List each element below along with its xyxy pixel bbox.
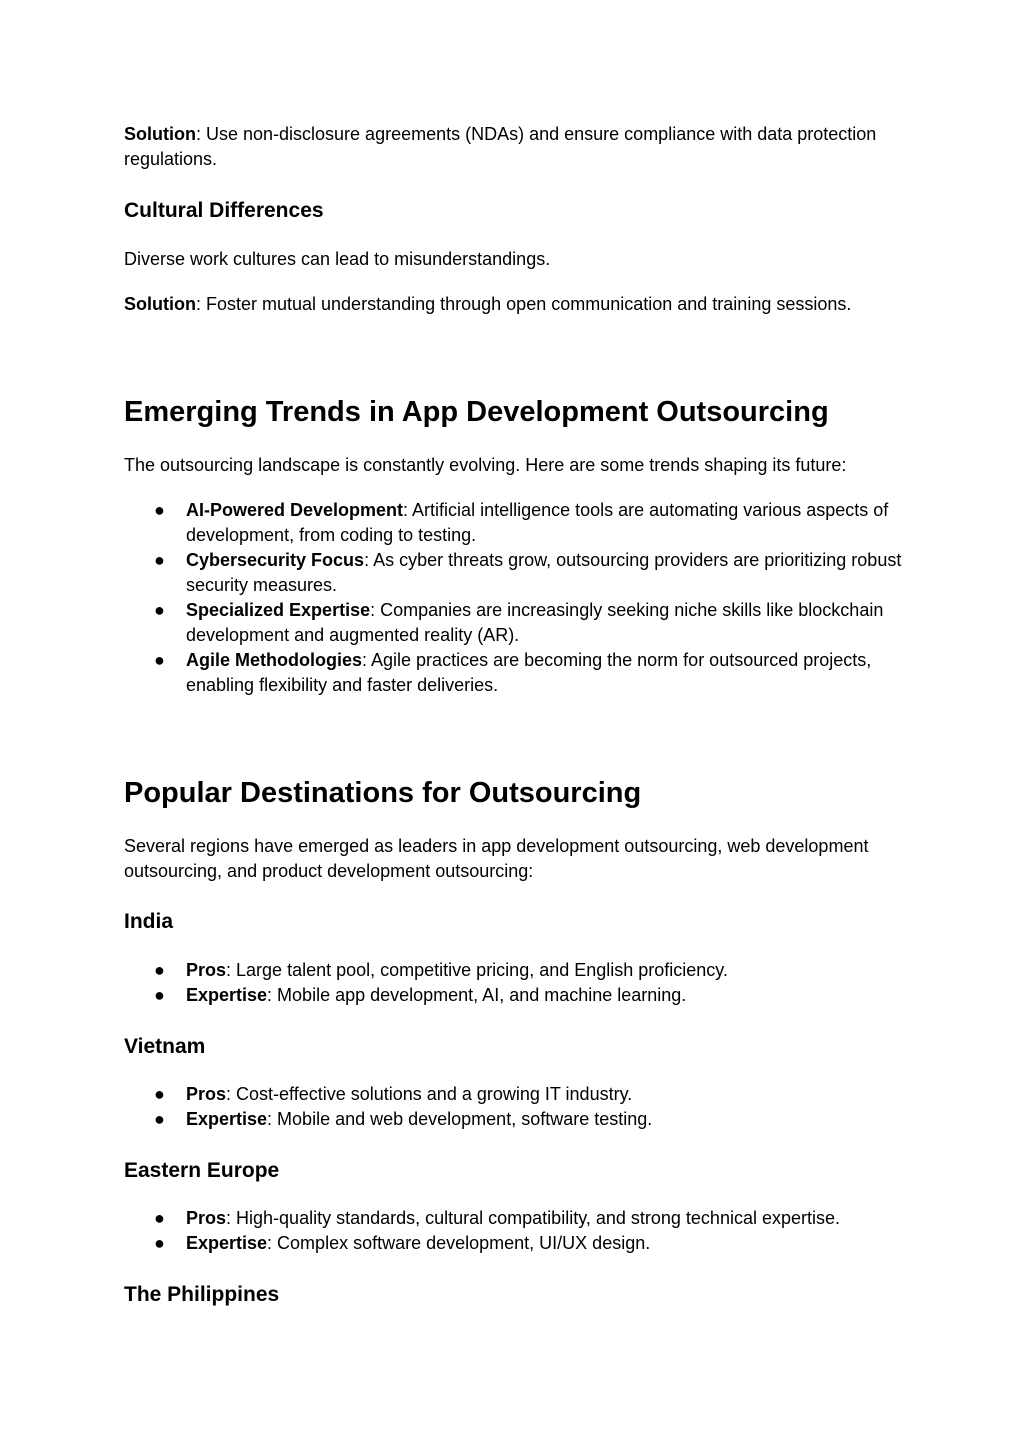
- item-label: Expertise: [186, 985, 268, 1005]
- item-text: : Complex software development, UI/UX design.: [267, 1233, 651, 1253]
- item-text: : Artificial intelligence tools are automating various aspects of development, from coding to testing.: [186, 500, 889, 545]
- item-label: Pros: [186, 1208, 227, 1228]
- item-label: Cybersecurity Focus: [186, 550, 365, 570]
- item-text: : Mobile app development, AI, and machine learning.: [267, 985, 687, 1005]
- list-item: [124, 648, 904, 698]
- cultural-solution-paragraph: [124, 292, 904, 317]
- item-text: : Mobile and web development, software testing.: [267, 1109, 653, 1129]
- cultural-differences-heading: Cultural Differences: [124, 199, 324, 222]
- item-label: AI-Powered Development: [186, 500, 404, 520]
- item-text: : High-quality standards, cultural compatibility, and strong technical expertise.: [226, 1208, 840, 1228]
- solution-label: Solution: [124, 124, 196, 144]
- trends-heading: Emerging Trends in App Development Outsourcing: [124, 396, 829, 428]
- region-heading-philippines: The Philippines: [124, 1283, 280, 1306]
- item-label: Expertise: [186, 1109, 268, 1129]
- list-item: [124, 983, 904, 1008]
- item-text: : Companies are increasingly seeking niche skills like blockchain development and augmented reality (AR).: [186, 600, 884, 645]
- security-solution-paragraph: [124, 122, 904, 172]
- item-label: Pros: [186, 960, 227, 980]
- list-item: [124, 548, 904, 598]
- region-heading-eastern-europe: Eastern Europe: [124, 1159, 280, 1182]
- bullet-icon: ●: [154, 600, 165, 620]
- list-item: [124, 1107, 904, 1132]
- list-item: [124, 958, 904, 983]
- solution-text: : Foster mutual understanding through open communication and training sessions.: [195, 294, 852, 314]
- destinations-heading: Popular Destinations for Outsourcing: [124, 777, 642, 809]
- item-text: : As cyber threats grow, outsourcing providers are prioritizing robust security measures.: [186, 550, 902, 595]
- list-item: [124, 1231, 904, 1256]
- bullet-icon: ●: [154, 1233, 165, 1253]
- region-heading-india: India: [124, 910, 174, 933]
- region-list-vietnam: [124, 1082, 904, 1132]
- item-text: : Large talent pool, competitive pricing, and English proficiency.: [226, 960, 728, 980]
- region-list-india: [124, 958, 904, 1008]
- list-item: [124, 1082, 904, 1107]
- bullet-icon: ●: [154, 1084, 165, 1104]
- bullet-icon: ●: [154, 960, 165, 980]
- region-heading-vietnam: Vietnam: [124, 1035, 206, 1058]
- item-label: Agile Methodologies: [186, 650, 363, 670]
- list-item: [124, 498, 904, 548]
- item-text: : Cost-effective solutions and a growing IT industry.: [226, 1084, 633, 1104]
- trends-list: [124, 498, 904, 698]
- bullet-icon: ●: [154, 500, 165, 520]
- item-label: Expertise: [186, 1233, 268, 1253]
- solution-text: : Use non-disclosure agreements (NDAs) and ensure compliance with data protection regulations.: [124, 124, 877, 169]
- item-label: Specialized Expertise: [186, 600, 371, 620]
- solution-label: Solution: [124, 294, 196, 314]
- bullet-icon: ●: [154, 650, 165, 670]
- list-item: [124, 598, 904, 648]
- bullet-icon: ●: [154, 1208, 165, 1228]
- trends-intro: The outsourcing landscape is constantly evolving. Here are some trends shaping its future:: [124, 455, 847, 475]
- destinations-intro: Several regions have emerged as leaders in app development outsourcing, web development outsourcing, and product development outsourcing:: [124, 836, 869, 881]
- bullet-icon: ●: [154, 985, 165, 1005]
- list-item: [124, 1206, 904, 1231]
- cultural-differences-description: Diverse work cultures can lead to misunderstandings.: [124, 249, 551, 269]
- item-text: : Agile practices are becoming the norm for outsourced projects, enabling flexibility and faster deliveries.: [186, 650, 872, 695]
- bullet-icon: ●: [154, 550, 165, 570]
- item-label: Pros: [186, 1084, 227, 1104]
- region-list-eastern-europe: [124, 1206, 904, 1256]
- bullet-icon: ●: [154, 1109, 165, 1129]
